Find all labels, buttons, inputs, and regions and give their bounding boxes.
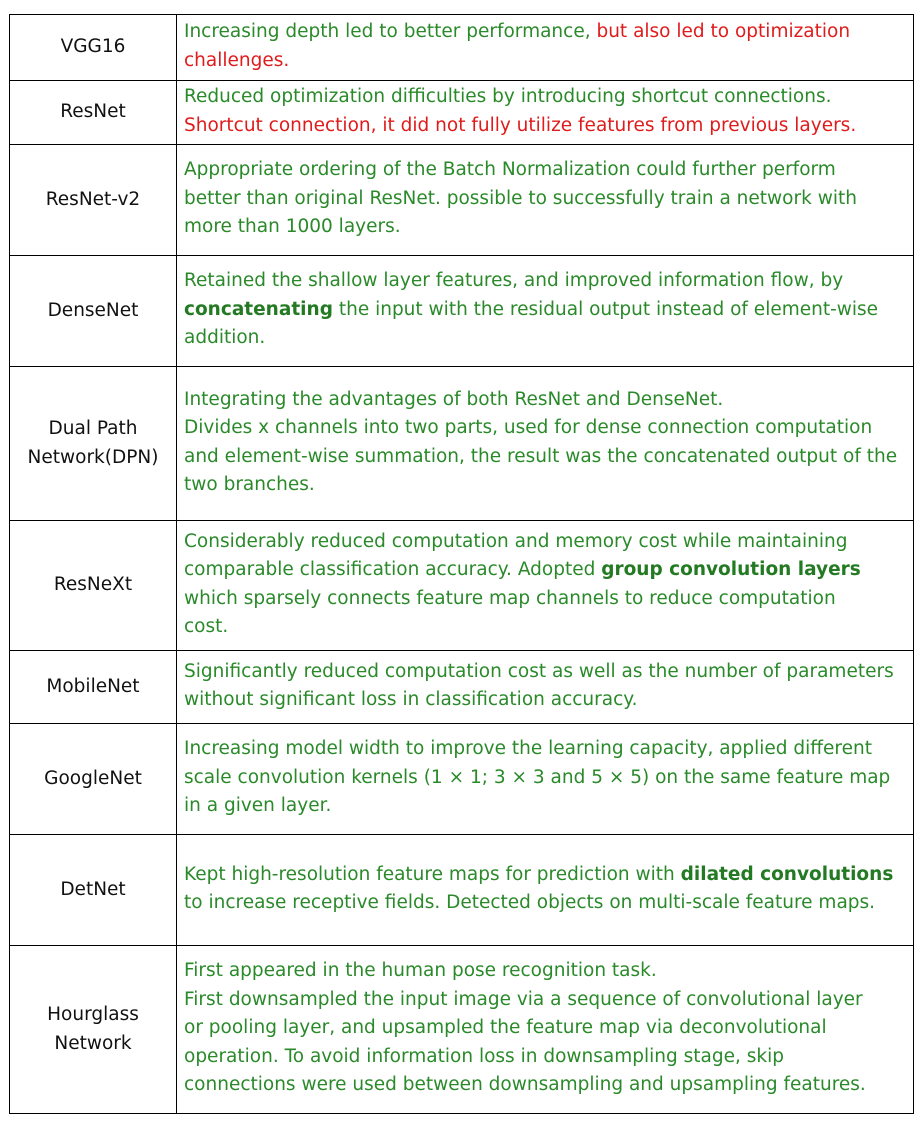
limitation-text: but also led to optimization	[596, 21, 851, 42]
description-text: two branches.	[184, 474, 315, 495]
description-line	[184, 889, 913, 918]
description-text: Appropriate ordering of the Batch Normalization could further perform	[184, 159, 836, 181]
model-name: ResNet	[60, 101, 126, 123]
description-line	[184, 83, 913, 112]
description-text: scale convolution kernels (1 × 1; 3 × 3 and 5 × 5) on the same feature map	[184, 766, 891, 788]
model-name-cell	[10, 367, 177, 521]
description-text: the input with the residual output instead of element-wise	[332, 298, 879, 320]
description-text: connections were used between downsampling and upsampling features.	[184, 1074, 866, 1096]
description-text: Kept high-resolution feature maps for prediction with	[184, 863, 681, 885]
description-line	[184, 296, 913, 325]
table-body	[10, 15, 914, 1114]
description-line	[184, 156, 913, 185]
model-name-cell	[10, 521, 177, 651]
description-line	[184, 735, 913, 764]
description-line	[184, 1071, 913, 1100]
description-cell	[177, 724, 914, 835]
table-row	[10, 835, 914, 946]
description-text: comparable classification accuracy. Adopted	[184, 559, 602, 580]
model-name: Network(DPN)	[27, 446, 159, 468]
model-name: DenseNet	[47, 299, 139, 321]
description-text: to increase receptive fields. Detected objects on multi-scale feature maps.	[184, 892, 876, 913]
description-text: Retained the shallow layer features, and improved information flow, by	[184, 270, 844, 292]
description-text: Integrating the advantages of both ResNet and DenseNet.	[184, 388, 724, 410]
model-name-cell	[10, 835, 177, 946]
table-row	[10, 724, 914, 835]
description-text: better than original ResNet. possible to successfully train a network with	[184, 187, 857, 209]
table-row	[10, 367, 914, 521]
description-line	[184, 613, 913, 642]
description-line	[184, 18, 913, 47]
description-text: which sparsely connects feature map channels to reduce computation	[184, 587, 836, 609]
description-line	[184, 585, 913, 614]
model-name-cell	[10, 15, 177, 81]
description-line	[184, 1014, 913, 1043]
model-name: VGG16	[60, 36, 126, 58]
description-cell	[177, 256, 914, 367]
description-cell	[177, 367, 914, 521]
description-cell	[177, 15, 914, 81]
description-line	[184, 861, 913, 890]
description-text: Reduced optimization difficulties by introducing shortcut connections.	[184, 86, 832, 107]
description-text: First appeared in the human pose recognition task.	[184, 960, 657, 982]
description-line	[184, 267, 913, 296]
model-name-cell	[10, 724, 177, 835]
description-text: without significant loss in classification accuracy.	[184, 689, 638, 710]
comparison-table	[9, 14, 914, 1114]
model-name: Network	[54, 1032, 132, 1054]
description-line	[184, 792, 913, 821]
description-line	[184, 386, 913, 415]
limitation-text: challenges.	[184, 49, 290, 71]
table-row	[10, 521, 914, 651]
description-text: Increasing depth led to better performance,	[184, 21, 597, 42]
table-row	[10, 256, 914, 367]
description-text: in a given layer.	[184, 795, 332, 817]
description-text: operation. To avoid information loss in downsampling stage, skip	[184, 1045, 784, 1067]
description-cell	[177, 946, 914, 1114]
description-text: Increasing model width to improve the learning capacity, applied different	[184, 738, 872, 760]
model-name-cell	[10, 946, 177, 1114]
key-term: dilated convolutions	[680, 863, 894, 885]
description-line	[184, 556, 913, 585]
description-line	[184, 112, 913, 141]
description-cell	[177, 81, 914, 145]
description-text: more than 1000 layers.	[184, 216, 401, 238]
model-name: ResNet-v2	[45, 188, 141, 210]
description-text: Significantly reduced computation cost as well as the number of parameters	[184, 660, 894, 682]
key-term: group convolution layers	[601, 559, 861, 580]
description-line	[184, 213, 913, 242]
description-cell	[177, 145, 914, 256]
description-line	[184, 414, 913, 443]
description-line	[184, 324, 913, 353]
description-line	[184, 764, 913, 793]
model-name-cell	[10, 256, 177, 367]
description-line	[184, 957, 913, 986]
description-line	[184, 528, 913, 557]
description-text: First downsampled the input image via a sequence of convolutional layer	[184, 988, 863, 1010]
description-line	[184, 686, 913, 715]
description-line	[184, 986, 913, 1015]
description-text: and element-wise summation, the result was the concatenated output of the	[184, 445, 898, 467]
table-row	[10, 651, 914, 724]
description-line	[184, 47, 913, 76]
description-text: or pooling layer, and upsampled the feature map via deconvolutional	[184, 1017, 827, 1039]
description-cell	[177, 835, 914, 946]
description-line	[184, 443, 913, 472]
table-row	[10, 145, 914, 256]
description-cell	[177, 521, 914, 651]
table-row	[10, 15, 914, 81]
description-text: Considerably reduced computation and memory cost while maintaining	[184, 530, 848, 552]
model-name: DetNet	[60, 878, 126, 900]
description-line	[184, 658, 913, 687]
model-name-cell	[10, 651, 177, 724]
description-text: Divides x channels into two parts, used for dense connection computation	[184, 417, 873, 438]
model-name: Hourglass	[47, 1004, 139, 1025]
description-line	[184, 185, 913, 214]
model-name-cell	[10, 145, 177, 256]
model-name: Dual Path	[48, 418, 138, 439]
limitation-text: Shortcut connection, it did not fully utilize features from previous layers.	[184, 114, 857, 136]
description-line	[184, 1043, 913, 1072]
description-line	[184, 471, 913, 500]
description-text: cost.	[184, 616, 229, 637]
model-name: MobileNet	[46, 675, 140, 697]
description-cell	[177, 651, 914, 724]
key-term: concatenating	[184, 298, 333, 320]
table-row	[10, 81, 914, 145]
model-name: ResNeXt	[53, 574, 133, 596]
model-name: GoogleNet	[44, 767, 142, 789]
model-name-cell	[10, 81, 177, 145]
description-text: addition.	[184, 327, 266, 349]
table-row	[10, 946, 914, 1114]
